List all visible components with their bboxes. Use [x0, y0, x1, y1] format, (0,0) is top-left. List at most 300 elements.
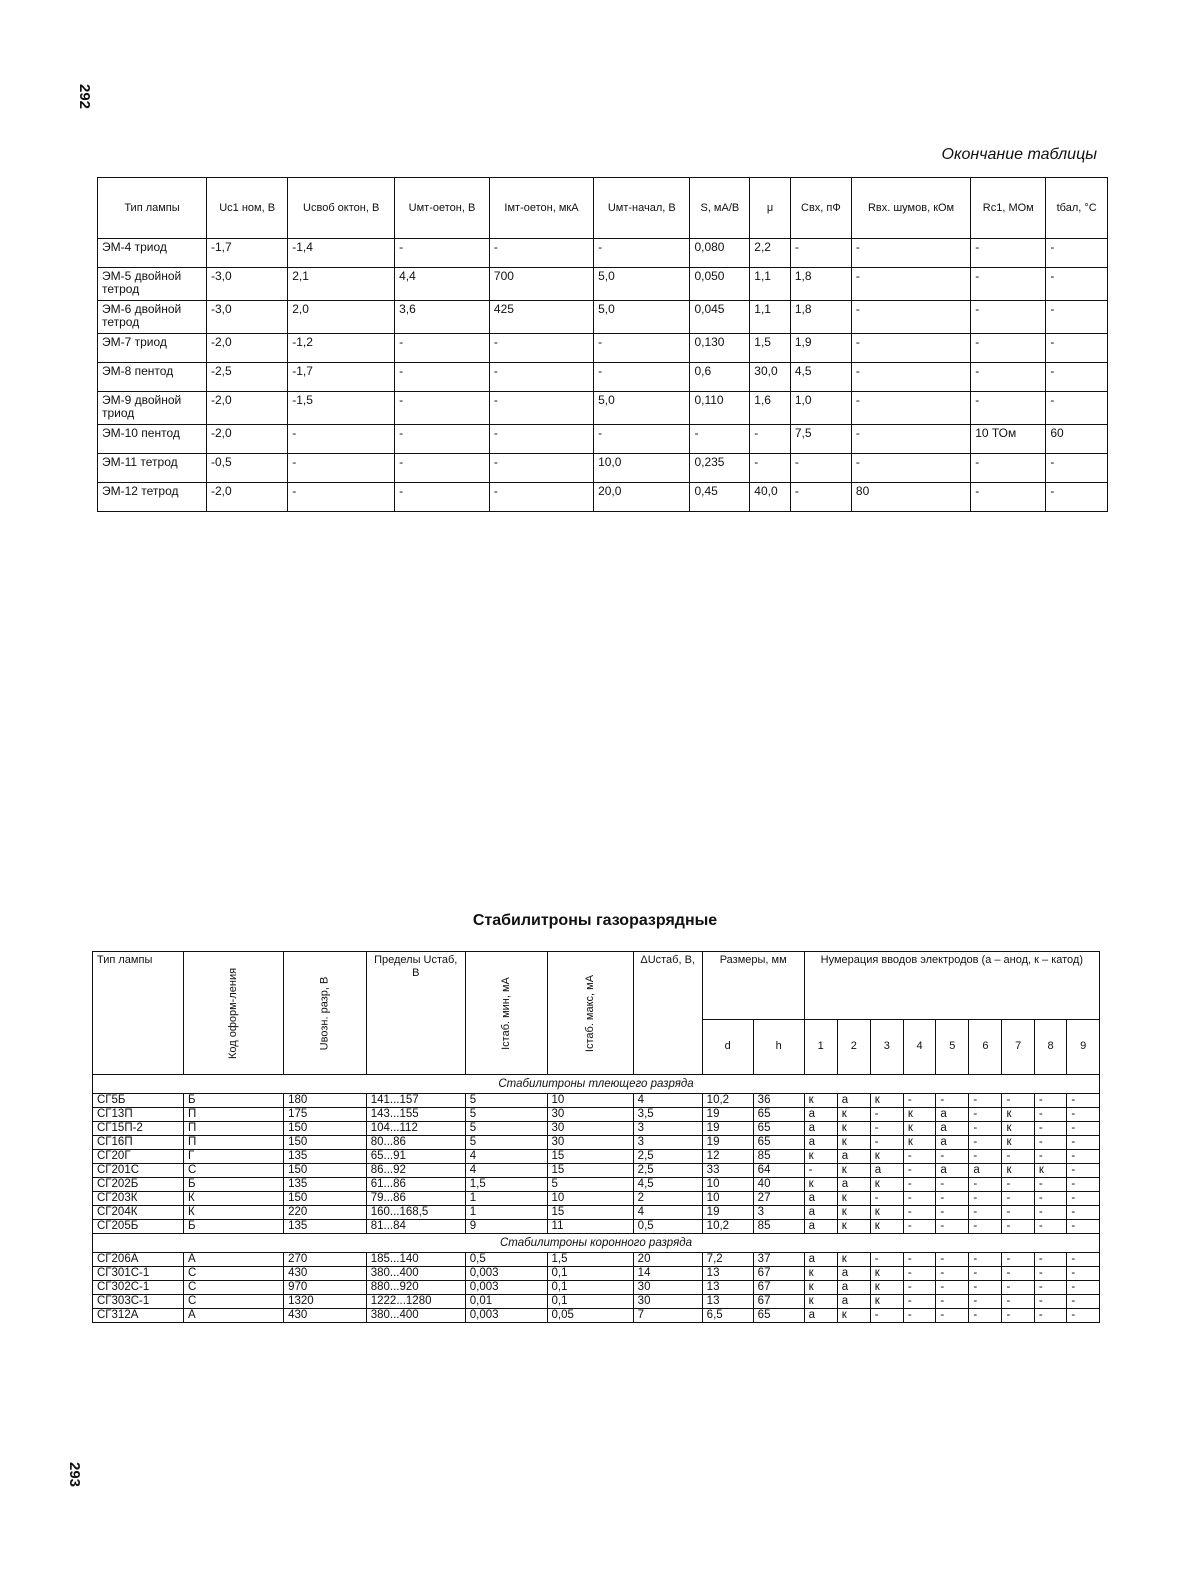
table-cell: 2 — [633, 1192, 702, 1206]
table-cell: 1,8 — [790, 268, 851, 301]
table-cell: к — [837, 1136, 870, 1150]
table-cell: -2,5 — [207, 363, 288, 392]
table-cell: 85 — [753, 1150, 804, 1164]
table-cell: 30 — [547, 1136, 633, 1150]
table-cell: 135 — [284, 1178, 367, 1192]
table-cell: 1320 — [284, 1295, 367, 1309]
table-cell: 135 — [284, 1150, 367, 1164]
table-cell: к — [870, 1295, 903, 1309]
table-row — [93, 1094, 1100, 1108]
table-cell: - — [1002, 1178, 1034, 1192]
header-cell: Uмт-оетон, В — [395, 178, 490, 239]
table-cell: -2,0 — [207, 334, 288, 363]
lamp-type-cell: СГ205Б — [93, 1220, 184, 1234]
table-cell: 65 — [753, 1309, 804, 1323]
table-cell: - — [903, 1281, 935, 1295]
table-cell: - — [750, 425, 791, 454]
table-cell: 65...91 — [366, 1150, 465, 1164]
table-cell: к — [870, 1281, 903, 1295]
table-cell: 10,0 — [594, 454, 690, 483]
lamp-type-cell: ЭМ-8 пентод — [98, 363, 207, 392]
table-cell: А — [184, 1309, 284, 1323]
table-cell: а — [936, 1108, 969, 1122]
header-pin-number: 7 — [1002, 1019, 1034, 1074]
table-cell: 0,110 — [690, 392, 750, 425]
table-cell: 150 — [284, 1122, 367, 1136]
table-cell: 0,003 — [465, 1267, 547, 1281]
header-cell: tбал, °C — [1046, 178, 1108, 239]
table-cell: 67 — [753, 1281, 804, 1295]
table-cell: 4,5 — [633, 1178, 702, 1192]
table-row — [93, 1136, 1100, 1150]
table-cell: а — [969, 1164, 1002, 1178]
table-cell: - — [594, 334, 690, 363]
table-cell: 5 — [465, 1108, 547, 1122]
table-cell: -2,0 — [207, 425, 288, 454]
table-cell: - — [1067, 1192, 1100, 1206]
table-cell: С — [184, 1295, 284, 1309]
table-cell: к — [870, 1206, 903, 1220]
table-cell: 5,0 — [594, 301, 690, 334]
table-cell: 65 — [753, 1136, 804, 1150]
lamp-type-cell: ЭМ-5 двойной тетрод — [98, 268, 207, 301]
table-cell: 1,5 — [465, 1178, 547, 1192]
lamp-type-cell: СГ303С-1 — [93, 1295, 184, 1309]
table-cell: - — [1034, 1150, 1066, 1164]
table-cell: - — [903, 1192, 935, 1206]
table-cell: - — [395, 425, 490, 454]
table-row — [93, 1192, 1100, 1206]
table-cell: 40 — [753, 1178, 804, 1192]
header-cell: Тип лампы — [98, 178, 207, 239]
table-cell: 0,5 — [465, 1253, 547, 1267]
table-cell: - — [1002, 1150, 1034, 1164]
table-cell: 61...86 — [366, 1178, 465, 1192]
table-cell: 15 — [547, 1150, 633, 1164]
table-cell: 6,5 — [702, 1309, 753, 1323]
table-cell: 0,6 — [690, 363, 750, 392]
table-cell: 0,45 — [690, 483, 750, 512]
table-cell: -1,2 — [288, 334, 395, 363]
header-cell: S, мА/В — [690, 178, 750, 239]
table-cell: - — [288, 483, 395, 512]
header-cell: Uмт-начал, В — [594, 178, 690, 239]
table-row — [98, 239, 1108, 268]
table-cell: - — [903, 1150, 935, 1164]
table-cell: 2,5 — [633, 1150, 702, 1164]
table-cell: - — [971, 454, 1046, 483]
table-cell: - — [1034, 1295, 1066, 1309]
table-cell: к — [837, 1108, 870, 1122]
table-cell: - — [1034, 1094, 1066, 1108]
lamp-type-cell: СГ16П — [93, 1136, 184, 1150]
table-cell: 0,01 — [465, 1295, 547, 1309]
header-i-max: Iстаб. макс, мА — [547, 952, 633, 1075]
table-cell: - — [489, 425, 593, 454]
section-row — [93, 1234, 1100, 1253]
table-cell: 64 — [753, 1164, 804, 1178]
table-cell: -2,0 — [207, 483, 288, 512]
lamp-type-cell: СГ5Б — [93, 1094, 184, 1108]
table-cell: - — [1046, 301, 1108, 334]
table-cell: - — [1034, 1192, 1066, 1206]
header-cell: Uсвоб октон, В — [288, 178, 395, 239]
lamp-type-cell: ЭМ-11 тетрод — [98, 454, 207, 483]
table-cell: - — [903, 1178, 935, 1192]
table-cell: 3 — [633, 1122, 702, 1136]
table-cell: - — [1034, 1108, 1066, 1122]
table-cell: 79...86 — [366, 1192, 465, 1206]
table-row — [93, 1220, 1100, 1234]
table-cell: -0,5 — [207, 454, 288, 483]
table-cell: к — [870, 1150, 903, 1164]
table-cell: - — [1002, 1281, 1034, 1295]
header-limits: Пределы Uстаб, В — [366, 952, 465, 1075]
table-cell: а — [837, 1267, 870, 1281]
table-cell: к — [870, 1267, 903, 1281]
table-cell: - — [870, 1108, 903, 1122]
table-cell: - — [851, 392, 970, 425]
table-cell: к — [903, 1136, 935, 1150]
table-cell: - — [1067, 1281, 1100, 1295]
table-cell: К — [184, 1206, 284, 1220]
table-cell: - — [1002, 1295, 1034, 1309]
table-cell: 19 — [702, 1108, 753, 1122]
table-cell: 7 — [633, 1309, 702, 1323]
table-cell: 15 — [547, 1164, 633, 1178]
table-row — [93, 1295, 1100, 1309]
table-cell: - — [395, 392, 490, 425]
table-cell: - — [395, 239, 490, 268]
lamp-type-cell: СГ204К — [93, 1206, 184, 1220]
table-cell: а — [804, 1206, 837, 1220]
table-cell: - — [1034, 1220, 1066, 1234]
header-cell: Rвх. шумов, кОм — [851, 178, 970, 239]
table-cell: - — [936, 1192, 969, 1206]
table-cell: 9 — [465, 1220, 547, 1234]
header-u-start: Uвозн. разр, В — [284, 952, 367, 1075]
table-cell: а — [837, 1094, 870, 1108]
table-cell: - — [489, 334, 593, 363]
table-cell: а — [804, 1253, 837, 1267]
table-cell: 10 — [547, 1094, 633, 1108]
table-cell: - — [1067, 1094, 1100, 1108]
table-row — [93, 1178, 1100, 1192]
lamp-type-cell: СГ20Г — [93, 1150, 184, 1164]
table-cell: - — [903, 1206, 935, 1220]
header-code: Код оформ-ления — [184, 952, 284, 1075]
table-cell: 3,6 — [395, 301, 490, 334]
table-cell: -1,4 — [288, 239, 395, 268]
table-cell: - — [971, 363, 1046, 392]
table-cell: а — [936, 1164, 969, 1178]
table-cell: - — [1067, 1136, 1100, 1150]
table-cell: 7,2 — [702, 1253, 753, 1267]
table-cell: 36 — [753, 1094, 804, 1108]
lamp-type-cell: СГ15П-2 — [93, 1122, 184, 1136]
table-cell: к — [804, 1178, 837, 1192]
table-cell: - — [1002, 1267, 1034, 1281]
table-cell: - — [936, 1206, 969, 1220]
table-cell: 20,0 — [594, 483, 690, 512]
table-cell: - — [936, 1220, 969, 1234]
table-cell: - — [1002, 1220, 1034, 1234]
table-cell: - — [1046, 363, 1108, 392]
table-cell: - — [1002, 1206, 1034, 1220]
table-cell: 150 — [284, 1136, 367, 1150]
header-cell: Iмт-оетон, мкА — [489, 178, 593, 239]
table-cell: к — [903, 1108, 935, 1122]
table-cell: 1,0 — [790, 392, 851, 425]
table-cell: 65 — [753, 1122, 804, 1136]
table-cell: - — [1034, 1178, 1066, 1192]
lamp-type-cell: СГ312А — [93, 1309, 184, 1323]
table-cell: 1,6 — [750, 392, 791, 425]
table-cell: - — [790, 239, 851, 268]
table-cell: 175 — [284, 1108, 367, 1122]
table-cell: к — [804, 1150, 837, 1164]
table-cell: 20 — [633, 1253, 702, 1267]
table-row — [93, 1267, 1100, 1281]
table-cell: а — [870, 1164, 903, 1178]
table-cell: 0,1 — [547, 1281, 633, 1295]
lamp-params-body — [98, 239, 1108, 512]
table-cell: - — [1046, 392, 1108, 425]
table-cell: - — [936, 1178, 969, 1192]
table-cell: - — [971, 334, 1046, 363]
table-cell: 1,5 — [547, 1253, 633, 1267]
lamp-type-cell: СГ202Б — [93, 1178, 184, 1192]
table-cell: 0,080 — [690, 239, 750, 268]
table-cell: 1,9 — [790, 334, 851, 363]
table-cell: 10 ТОм — [971, 425, 1046, 454]
table-cell: к — [837, 1122, 870, 1136]
table-cell: 4 — [633, 1094, 702, 1108]
table-cell: 0,05 — [547, 1309, 633, 1323]
table-cell: - — [1067, 1253, 1100, 1267]
table-cell: - — [1067, 1220, 1100, 1234]
table-row — [93, 1206, 1100, 1220]
table-cell: 150 — [284, 1192, 367, 1206]
table-cell: 2,1 — [288, 268, 395, 301]
table-cell: - — [1034, 1122, 1066, 1136]
table-cell: - — [936, 1267, 969, 1281]
table-cell: - — [936, 1094, 969, 1108]
table-cell: а — [837, 1281, 870, 1295]
table-cell: - — [1067, 1108, 1100, 1122]
table-cell: - — [969, 1108, 1002, 1122]
table-cell: 380...400 — [366, 1267, 465, 1281]
table-cell: -1,7 — [207, 239, 288, 268]
table-cell: П — [184, 1136, 284, 1150]
table-cell: -1,7 — [288, 363, 395, 392]
table-cell: - — [1046, 454, 1108, 483]
table-cell: 430 — [284, 1309, 367, 1323]
table-cell: 380...400 — [366, 1309, 465, 1323]
table-cell: 86...92 — [366, 1164, 465, 1178]
table-cell: - — [288, 425, 395, 454]
header-du: ΔUстаб, В, — [633, 952, 702, 1075]
table-cell: к — [837, 1309, 870, 1323]
table-cell: а — [936, 1122, 969, 1136]
table-cell: а — [804, 1136, 837, 1150]
table-cell: 14 — [633, 1267, 702, 1281]
table-cell: - — [1034, 1281, 1066, 1295]
table-cell: 1,1 — [750, 301, 791, 334]
table-cell: - — [903, 1267, 935, 1281]
table-cell: 185...140 — [366, 1253, 465, 1267]
table-cell: 7,5 — [790, 425, 851, 454]
table-cell: - — [870, 1136, 903, 1150]
table-cell: К — [184, 1192, 284, 1206]
table-cell: - — [969, 1178, 1002, 1192]
table-cell: - — [971, 301, 1046, 334]
table-cell: 1 — [465, 1206, 547, 1220]
table-cell: - — [903, 1094, 935, 1108]
table-cell: - — [971, 268, 1046, 301]
table-cell: 4 — [465, 1164, 547, 1178]
table-cell: 141...157 — [366, 1094, 465, 1108]
section-row — [93, 1075, 1100, 1094]
table-cell: 30 — [633, 1295, 702, 1309]
table-row — [98, 483, 1108, 512]
table-cell: - — [1046, 268, 1108, 301]
header-pin-number: 1 — [804, 1019, 837, 1074]
table-cell: - — [690, 425, 750, 454]
table-cell: к — [804, 1281, 837, 1295]
table-cell: 40,0 — [750, 483, 791, 512]
table-cell: - — [790, 483, 851, 512]
table-cell: - — [1034, 1206, 1066, 1220]
table-cell: к — [804, 1295, 837, 1309]
header-pin-number: 2 — [837, 1019, 870, 1074]
table-cell: - — [971, 483, 1046, 512]
table-cell: 67 — [753, 1295, 804, 1309]
lamp-type-cell: ЭМ-9 двойной триод — [98, 392, 207, 425]
lamp-type-cell: ЭМ-4 триод — [98, 239, 207, 268]
table-row — [93, 1108, 1100, 1122]
table-cell: к — [1002, 1108, 1034, 1122]
table-cell: 10 — [702, 1192, 753, 1206]
stabilizer-body — [93, 1075, 1100, 1323]
table-cell: - — [1002, 1253, 1034, 1267]
table-cell: а — [936, 1136, 969, 1150]
table-cell: -3,0 — [207, 268, 288, 301]
table-cell: - — [851, 268, 970, 301]
table-cell: к — [837, 1206, 870, 1220]
table-cell: 143...155 — [366, 1108, 465, 1122]
table-cell: 0,045 — [690, 301, 750, 334]
table-cell: - — [870, 1122, 903, 1136]
page-number-bottom: 293 — [66, 1461, 84, 1488]
table-cell: 33 — [702, 1164, 753, 1178]
table-cell: - — [936, 1309, 969, 1323]
table-cell: 430 — [284, 1267, 367, 1281]
table-row — [98, 454, 1108, 483]
table-row — [98, 268, 1108, 301]
table-cell: 10 — [702, 1178, 753, 1192]
table-row — [93, 1281, 1100, 1295]
table-cell: к — [837, 1220, 870, 1234]
table-cell: - — [903, 1309, 935, 1323]
section-label: Стабилитроны тлеющего разряда — [93, 1075, 1100, 1094]
header-i-min: Iстаб. мин, мА — [465, 952, 547, 1075]
table-cell: 104...112 — [366, 1122, 465, 1136]
table-cell: к — [837, 1192, 870, 1206]
table-cell: - — [969, 1206, 1002, 1220]
header-pin-number: 9 — [1067, 1019, 1100, 1074]
table-cell: - — [969, 1136, 1002, 1150]
lamp-type-cell: ЭМ-6 двойной тетрод — [98, 301, 207, 334]
table-cell: 0,050 — [690, 268, 750, 301]
table-cell: 13 — [702, 1295, 753, 1309]
header-pin-number: 8 — [1034, 1019, 1066, 1074]
table-cell: - — [489, 239, 593, 268]
table-cell: 2,5 — [633, 1164, 702, 1178]
table-cell: 5 — [465, 1122, 547, 1136]
table-cell: - — [594, 425, 690, 454]
table-cell: - — [870, 1253, 903, 1267]
table-cell: - — [594, 363, 690, 392]
table-cell: 37 — [753, 1253, 804, 1267]
table-cell: - — [969, 1122, 1002, 1136]
table-cell: 67 — [753, 1267, 804, 1281]
table-cell: 81...84 — [366, 1220, 465, 1234]
table-cell: 15 — [547, 1206, 633, 1220]
table-cell: - — [489, 483, 593, 512]
table-cell: - — [936, 1253, 969, 1267]
table-cell: 880...920 — [366, 1281, 465, 1295]
table-cell: 85 — [753, 1220, 804, 1234]
table-cell: - — [489, 363, 593, 392]
table-row — [98, 392, 1108, 425]
table-row — [98, 301, 1108, 334]
table-cell: 1,8 — [790, 301, 851, 334]
table-cell: 700 — [489, 268, 593, 301]
table-cell: - — [971, 392, 1046, 425]
table-header-row — [98, 178, 1108, 239]
table-cell: - — [969, 1150, 1002, 1164]
table-cell: - — [870, 1309, 903, 1323]
table-cell: 135 — [284, 1220, 367, 1234]
table-cell: - — [936, 1295, 969, 1309]
table-cell: а — [837, 1178, 870, 1192]
table-cell: 1 — [465, 1192, 547, 1206]
table-cell: С — [184, 1267, 284, 1281]
table-cell: 65 — [753, 1108, 804, 1122]
table-cell: 160...168,5 — [366, 1206, 465, 1220]
table-cell: - — [395, 334, 490, 363]
table-cell: - — [969, 1094, 1002, 1108]
table-cell: 30 — [547, 1122, 633, 1136]
table-cell: 5 — [465, 1094, 547, 1108]
table-cell: - — [1067, 1150, 1100, 1164]
table-cell: 27 — [753, 1192, 804, 1206]
table-cell: 270 — [284, 1253, 367, 1267]
table-cell: -3,0 — [207, 301, 288, 334]
table-cell: 1222...1280 — [366, 1295, 465, 1309]
lamp-type-cell: ЭМ-7 триод — [98, 334, 207, 363]
table-cell: - — [489, 392, 593, 425]
header-pin-number: 3 — [870, 1019, 903, 1074]
table-cell: - — [903, 1295, 935, 1309]
lamp-params-table — [97, 177, 1108, 512]
table-cell: - — [489, 454, 593, 483]
table-cell: 2,0 — [288, 301, 395, 334]
lamp-type-cell: СГ13П — [93, 1108, 184, 1122]
table-cell: - — [971, 239, 1046, 268]
table-cell: - — [1002, 1192, 1034, 1206]
